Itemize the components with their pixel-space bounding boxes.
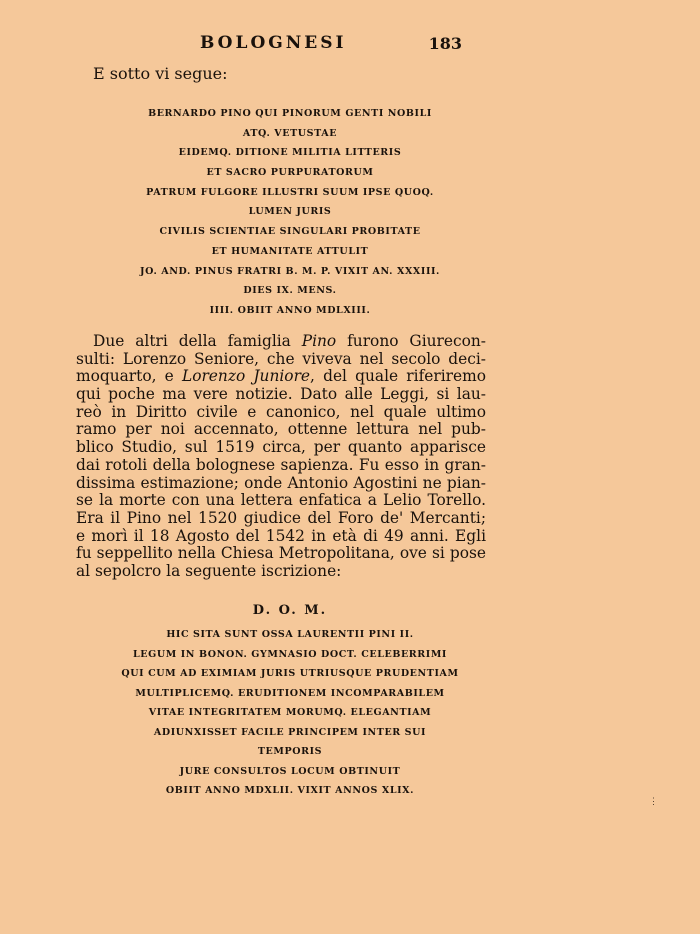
page-number: 183 xyxy=(428,34,462,53)
inscription-line: JO. AND. PINUS FRATRI B. M. P. VIXIT AN. XXXIII. xyxy=(140,265,440,277)
paragraph-line: al sepolcro la seguente iscrizione: xyxy=(76,561,342,580)
inscription-line: MULTIPLICEMQ. ERUDITIONEM INCOMPARABILEM xyxy=(135,687,445,699)
text-run: , del quale riferiremo xyxy=(310,367,486,386)
paragraph-line xyxy=(76,333,486,351)
inscription-bernardo-pino xyxy=(80,104,500,321)
inscription-line: JURE CONSULTOS LOCUM OBTINUIT xyxy=(179,765,401,777)
dom-heading: D. O. M. xyxy=(252,603,328,618)
intro-line: E sotto vi segue: xyxy=(93,64,228,83)
inscription-line: EIDEMQ. DITIONE MILITIA LITTERIS xyxy=(178,147,402,159)
inscription-lorenzo-pino xyxy=(80,625,500,801)
inscription-line: IIII. OBIIT ANNO MDLXIII. xyxy=(209,304,371,316)
italic-name: Lorenzo Juniore xyxy=(181,367,311,386)
paragraph-line: qui poche ma vere notizie. Dato alle Leggi, si lau- xyxy=(76,385,486,404)
paragraph-line: Era il Pino nel 1520 giudice del Foro de' Mercanti; xyxy=(76,508,486,527)
paragraph-line: ramo per noi accennato, ottenne lettura nel pub- xyxy=(76,420,486,439)
inscription-line: PATRUM FULGORE ILLUSTRI SUUM IPSE QUOQ. xyxy=(146,186,434,198)
inscription-line: TEMPORIS xyxy=(257,746,323,757)
inscription-line: LEGUM IN BONON. GYMNASIO DOCT. CELEBERRIMI xyxy=(133,648,447,660)
inscription-line: VITAE INTEGRITATEM MORUMQ. ELEGANTIAM xyxy=(148,707,432,718)
paragraph-line: fu seppellito nella Chiesa Metropolitana, ove si pose xyxy=(76,544,486,563)
inscription-line: ATQ. VETUSTAE xyxy=(242,127,338,139)
inscription-line: ET SACRO PURPURATORUM xyxy=(206,167,374,179)
paragraph-line: blico Studio, sul 1519 circa, per quanto apparisce xyxy=(76,438,486,457)
paper-speck: ⋮ xyxy=(649,797,658,807)
paragraph-line: sulti: Lorenzo Seniore, che viveva nel secolo deci- xyxy=(76,349,486,368)
paragraph-line: se la morte con una lettera enfatica a Lelio Torello. xyxy=(76,491,486,510)
body-paragraph xyxy=(76,333,486,581)
inscription-line: ADIUNXISSET FACILE PRINCIPEM INTER SUI xyxy=(153,726,427,738)
inscription-line: LUMEN JURIS xyxy=(248,206,332,218)
inscription-line: ET HUMANITATE ATTULIT xyxy=(211,245,369,257)
inscription-line: DIES IX. MENS. xyxy=(243,285,337,297)
text-run: Due altri della famiglia xyxy=(93,332,302,350)
text-run: furono Giurecon- xyxy=(336,332,486,350)
paragraph-line: e morì il 18 Agosto del 1542 in età di 49 anni. Egli xyxy=(76,526,486,545)
running-head xyxy=(200,33,470,55)
paragraph-line: dai rotoli della bolognese sapienza. Fu esso in gran- xyxy=(76,455,486,474)
text-run: moquarto, e xyxy=(76,367,182,386)
inscription-line: CIVILIS SCIENTIAE SINGULARI PROBITATE xyxy=(159,226,421,238)
inscription-line: BERNARDO PINO QUI PINORUM GENTI NOBILI xyxy=(148,108,432,119)
paragraph-line: reò in Diritto civile e canonico, nel quale ultimo xyxy=(76,402,486,421)
italic-name: Pino xyxy=(301,332,337,350)
inscription-line: HIC SITA SUNT OSSA LAURENTII PINI II. xyxy=(166,629,414,640)
inscription-line: QUI CUM AD EXIMIAM JURIS UTRIUSQUE PRUDENTIAM xyxy=(121,668,459,679)
running-title: BOLOGNESI xyxy=(200,33,347,53)
paragraph-line xyxy=(76,368,486,386)
inscription-line: OBIIT ANNO MDXLII. VIXIT ANNOS XLIX. xyxy=(165,785,415,796)
paragraph-line: dissima estimazione; onde Antonio Agostini ne pian- xyxy=(76,473,486,492)
